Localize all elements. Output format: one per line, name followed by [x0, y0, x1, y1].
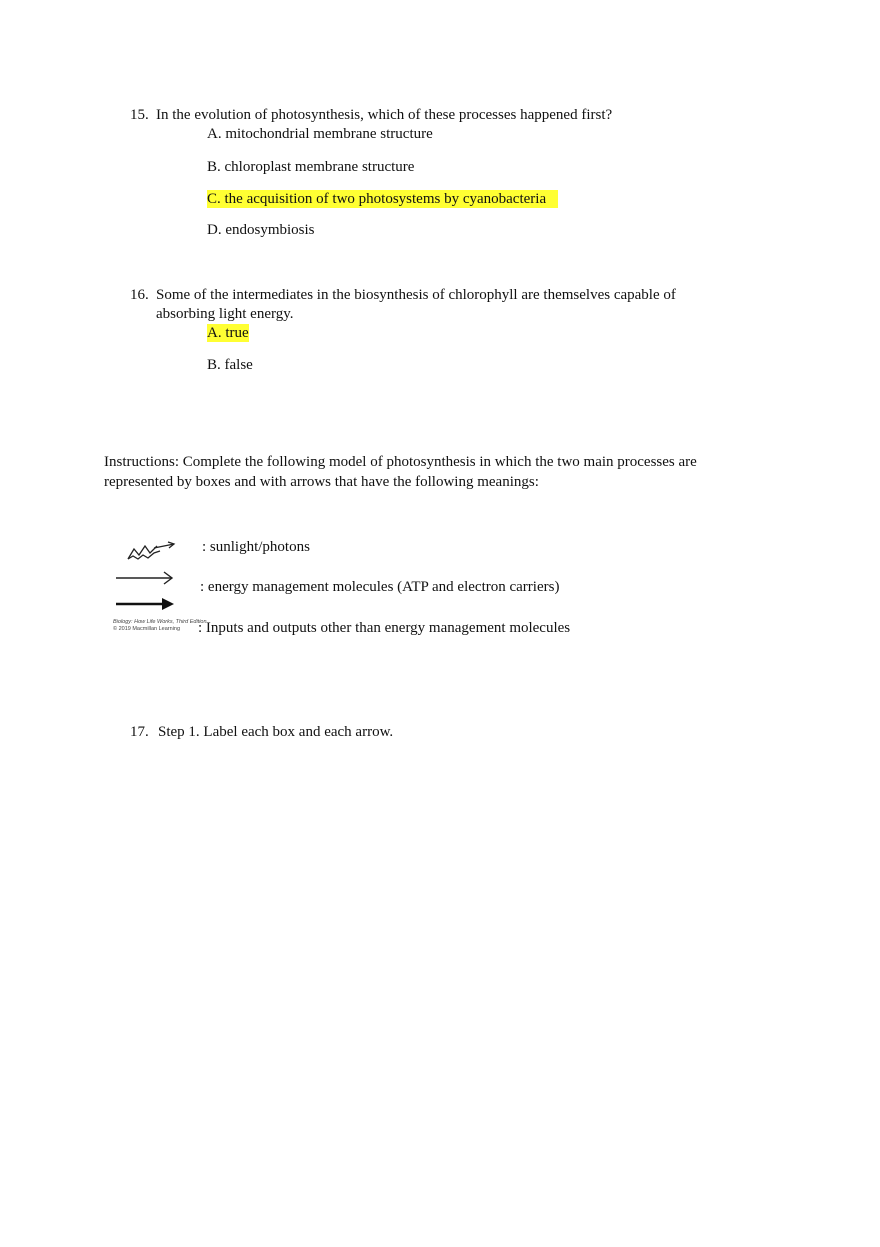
option-a-highlighted: A. true [207, 325, 249, 341]
instructions-line1: Instructions: Complete the following model of photosynthesis in which the two main processes are [104, 454, 697, 470]
credit-line1: Biology: How Life Works, Third Edition [113, 619, 207, 625]
option-c-highlighted: C. the acquisition of two photosystems by cyanobacteria [207, 190, 558, 208]
question-text-line2: absorbing light energy. [156, 306, 294, 322]
credit-line2: © 2019 Macmillan Learning [113, 626, 181, 632]
option-a: A. mitochondrial membrane structure [207, 126, 433, 142]
bold-arrow-icon [114, 596, 176, 612]
question-text-line1: Some of the intermediates in the biosynthesis of chlorophyll are themselves capable of [156, 287, 676, 303]
lightning-arrow-icon [124, 540, 180, 562]
question-number: 15. [130, 107, 149, 123]
thin-arrow-icon [114, 570, 176, 586]
question-text: In the evolution of photosynthesis, which of these processes happened first? [156, 107, 613, 123]
option-b: B. false [207, 357, 253, 373]
instructions-line2: represented by boxes and with arrows that have the following meanings: [104, 474, 539, 490]
legend-text-inputs-outputs: : Inputs and outputs other than energy management molecules [198, 620, 571, 636]
question-text: Step 1. Label each box and each arrow. [158, 724, 394, 740]
legend-text-sunlight: : sunlight/photons [202, 539, 310, 555]
image-credit [113, 619, 207, 633]
question-number: 16. [130, 287, 149, 303]
legend-text-energy: : energy management molecules (ATP and electron carriers) [200, 579, 560, 595]
option-b: B. chloroplast membrane structure [207, 159, 415, 175]
option-d: D. endosymbiosis [207, 222, 315, 238]
question-number: 17. [130, 724, 149, 740]
